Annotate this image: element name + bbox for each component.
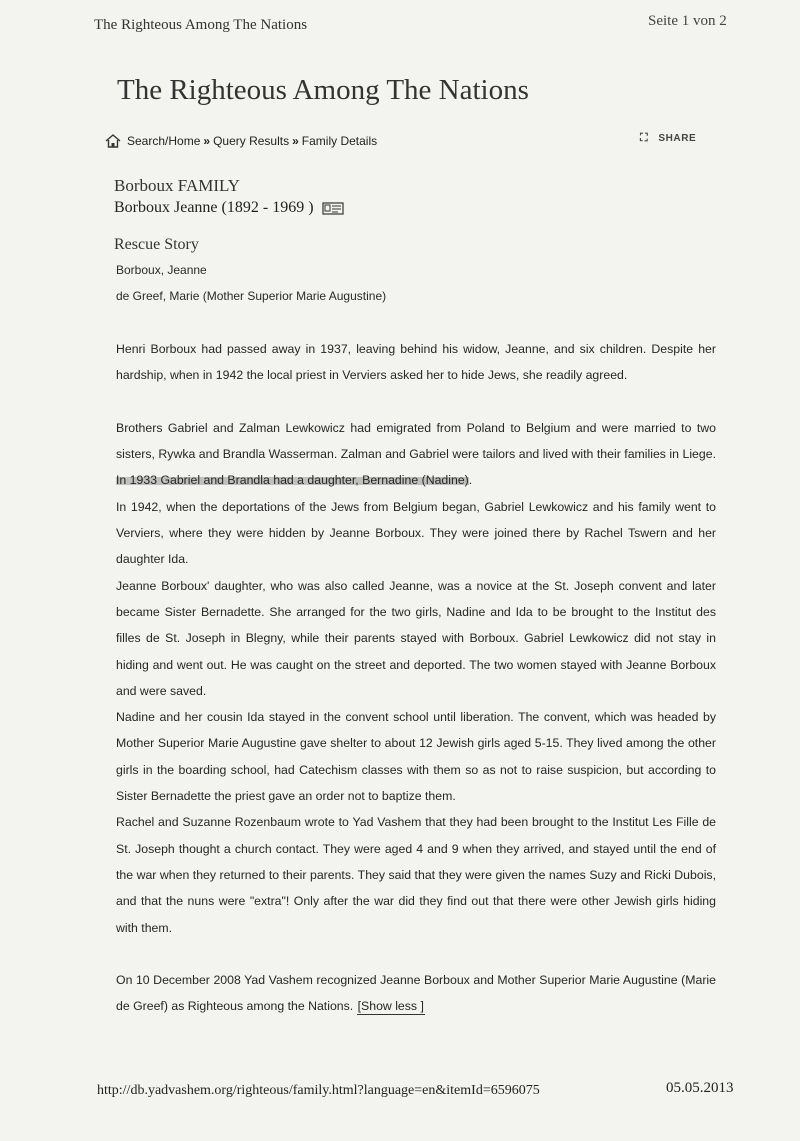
breadcrumb-separator: » [203,134,211,148]
breadcrumb-search-home[interactable]: Search/Home [127,134,201,148]
story-paragraph: Nadine and her cousin Ida stayed in the convent school until liberation. The convent, which was headed by Mother Superior Marie Augustine gave shelter to about 12 Jewish girls aged 5-15. They lived among the other girls in the boarding school, had Catechism classes with them so as not to raise suspicion, but according to Sister Bernadette the priest gave an order not to baptize them. [116,710,716,804]
story-text: Brothers Gabriel and Zalman Lewkowicz had emigrated from Poland to Belgium and were married to two sisters, Rywka and Brandla Wasserman. Zalman and Gabriel were tailors and lived with their families in Liege. [116,420,716,462]
family-heading: Borboux FAMILY [114,176,240,195]
home-icon[interactable] [105,134,121,148]
story-paragraph: Rachel and Suzanne Rozenbaum wrote to Yad Vashem that they had been brought to the Institut Les Fille de St. Joseph thought a church contact. They were aged 4 and 9 when they arrived, and stayed until the end of the war when they returned to their parents. They said that they were given the names Suzy and Ricki Dubois, and that the nuns were "extra"! Only after the war did they find out that there were other Jewish girls hiding with them. [116,815,716,935]
share-icon: ⛶ [640,132,649,144]
breadcrumb-family-details: Family Details [301,134,378,148]
story-paragraph [116,415,716,494]
story-text: On 10 December 2008 Yad Vashem recognized Jeanne Borboux and Mother Superior Marie Augustine (Marie de Greef) as Righteous among the Nations. [116,973,716,1014]
footer-url: http://db.yadvashem.org/righteous/family.html?language=en&itemId=6596075 [97,1083,540,1098]
breadcrumb [105,134,377,148]
story-paragraph [116,967,716,1020]
rescue-story-text [116,336,716,1020]
breadcrumb-separator: » [292,134,299,148]
story-paragraph: In 1942, when the deportations of the Jews from Belgium began, Gabriel Lewkowicz and his family went to Verviers, where they were hidden by Jeanne Borboux. They were joined there by Rachel Tswern and her daughter Ida. [116,499,716,567]
site-title[interactable]: The Righteous Among The Nations [117,74,529,106]
id-card-icon[interactable] [322,202,344,215]
breadcrumb-query-results[interactable]: Query Results [213,134,290,148]
rescue-story-heading: Rescue Story [114,236,199,253]
rescuer-name: Borboux, Jeanne [116,263,207,277]
show-less-link[interactable]: [Show less ] [357,999,424,1014]
share-label: SHARE [658,133,697,144]
rescuer-name: de Greef, Marie (Mother Superior Marie Augustine) [116,289,387,303]
person-line [114,199,344,217]
share-button[interactable] [640,132,696,145]
highlighted-text: In 1933 Gabriel and Brandla had a daughter, Bernadine (Nadine) [116,473,469,488]
story-text: . [468,473,473,488]
story-paragraph: Henri Borboux had passed away in 1937, leaving behind his widow, Jeanne, and six children. Despite her hardship, when in 1942 the local priest in Verviers asked her to hide Jews, she readily agreed. [116,342,716,383]
print-header-title: The Righteous Among The Nations [94,17,308,33]
person-name: Borboux Jeanne (1892 - 1969 ) [114,199,314,216]
footer-date: 05.05.2013 [666,1080,734,1096]
print-page-number: Seite 1 von 2 [648,13,727,29]
story-paragraph: Jeanne Borboux' daughter, who was also called Jeanne, was a novice at the St. Joseph convent and later became Sister Bernadette. She arranged for the two girls, Nadine and Ida to be brought to the Institut des filles de St. Joseph in Blegny, while their parents stayed with Borboux. Gabriel Lewkowicz did not stay in hiding and went out. He was caught on the street and deported. The two women stayed with Jeanne Borboux and were saved. [116,578,716,698]
